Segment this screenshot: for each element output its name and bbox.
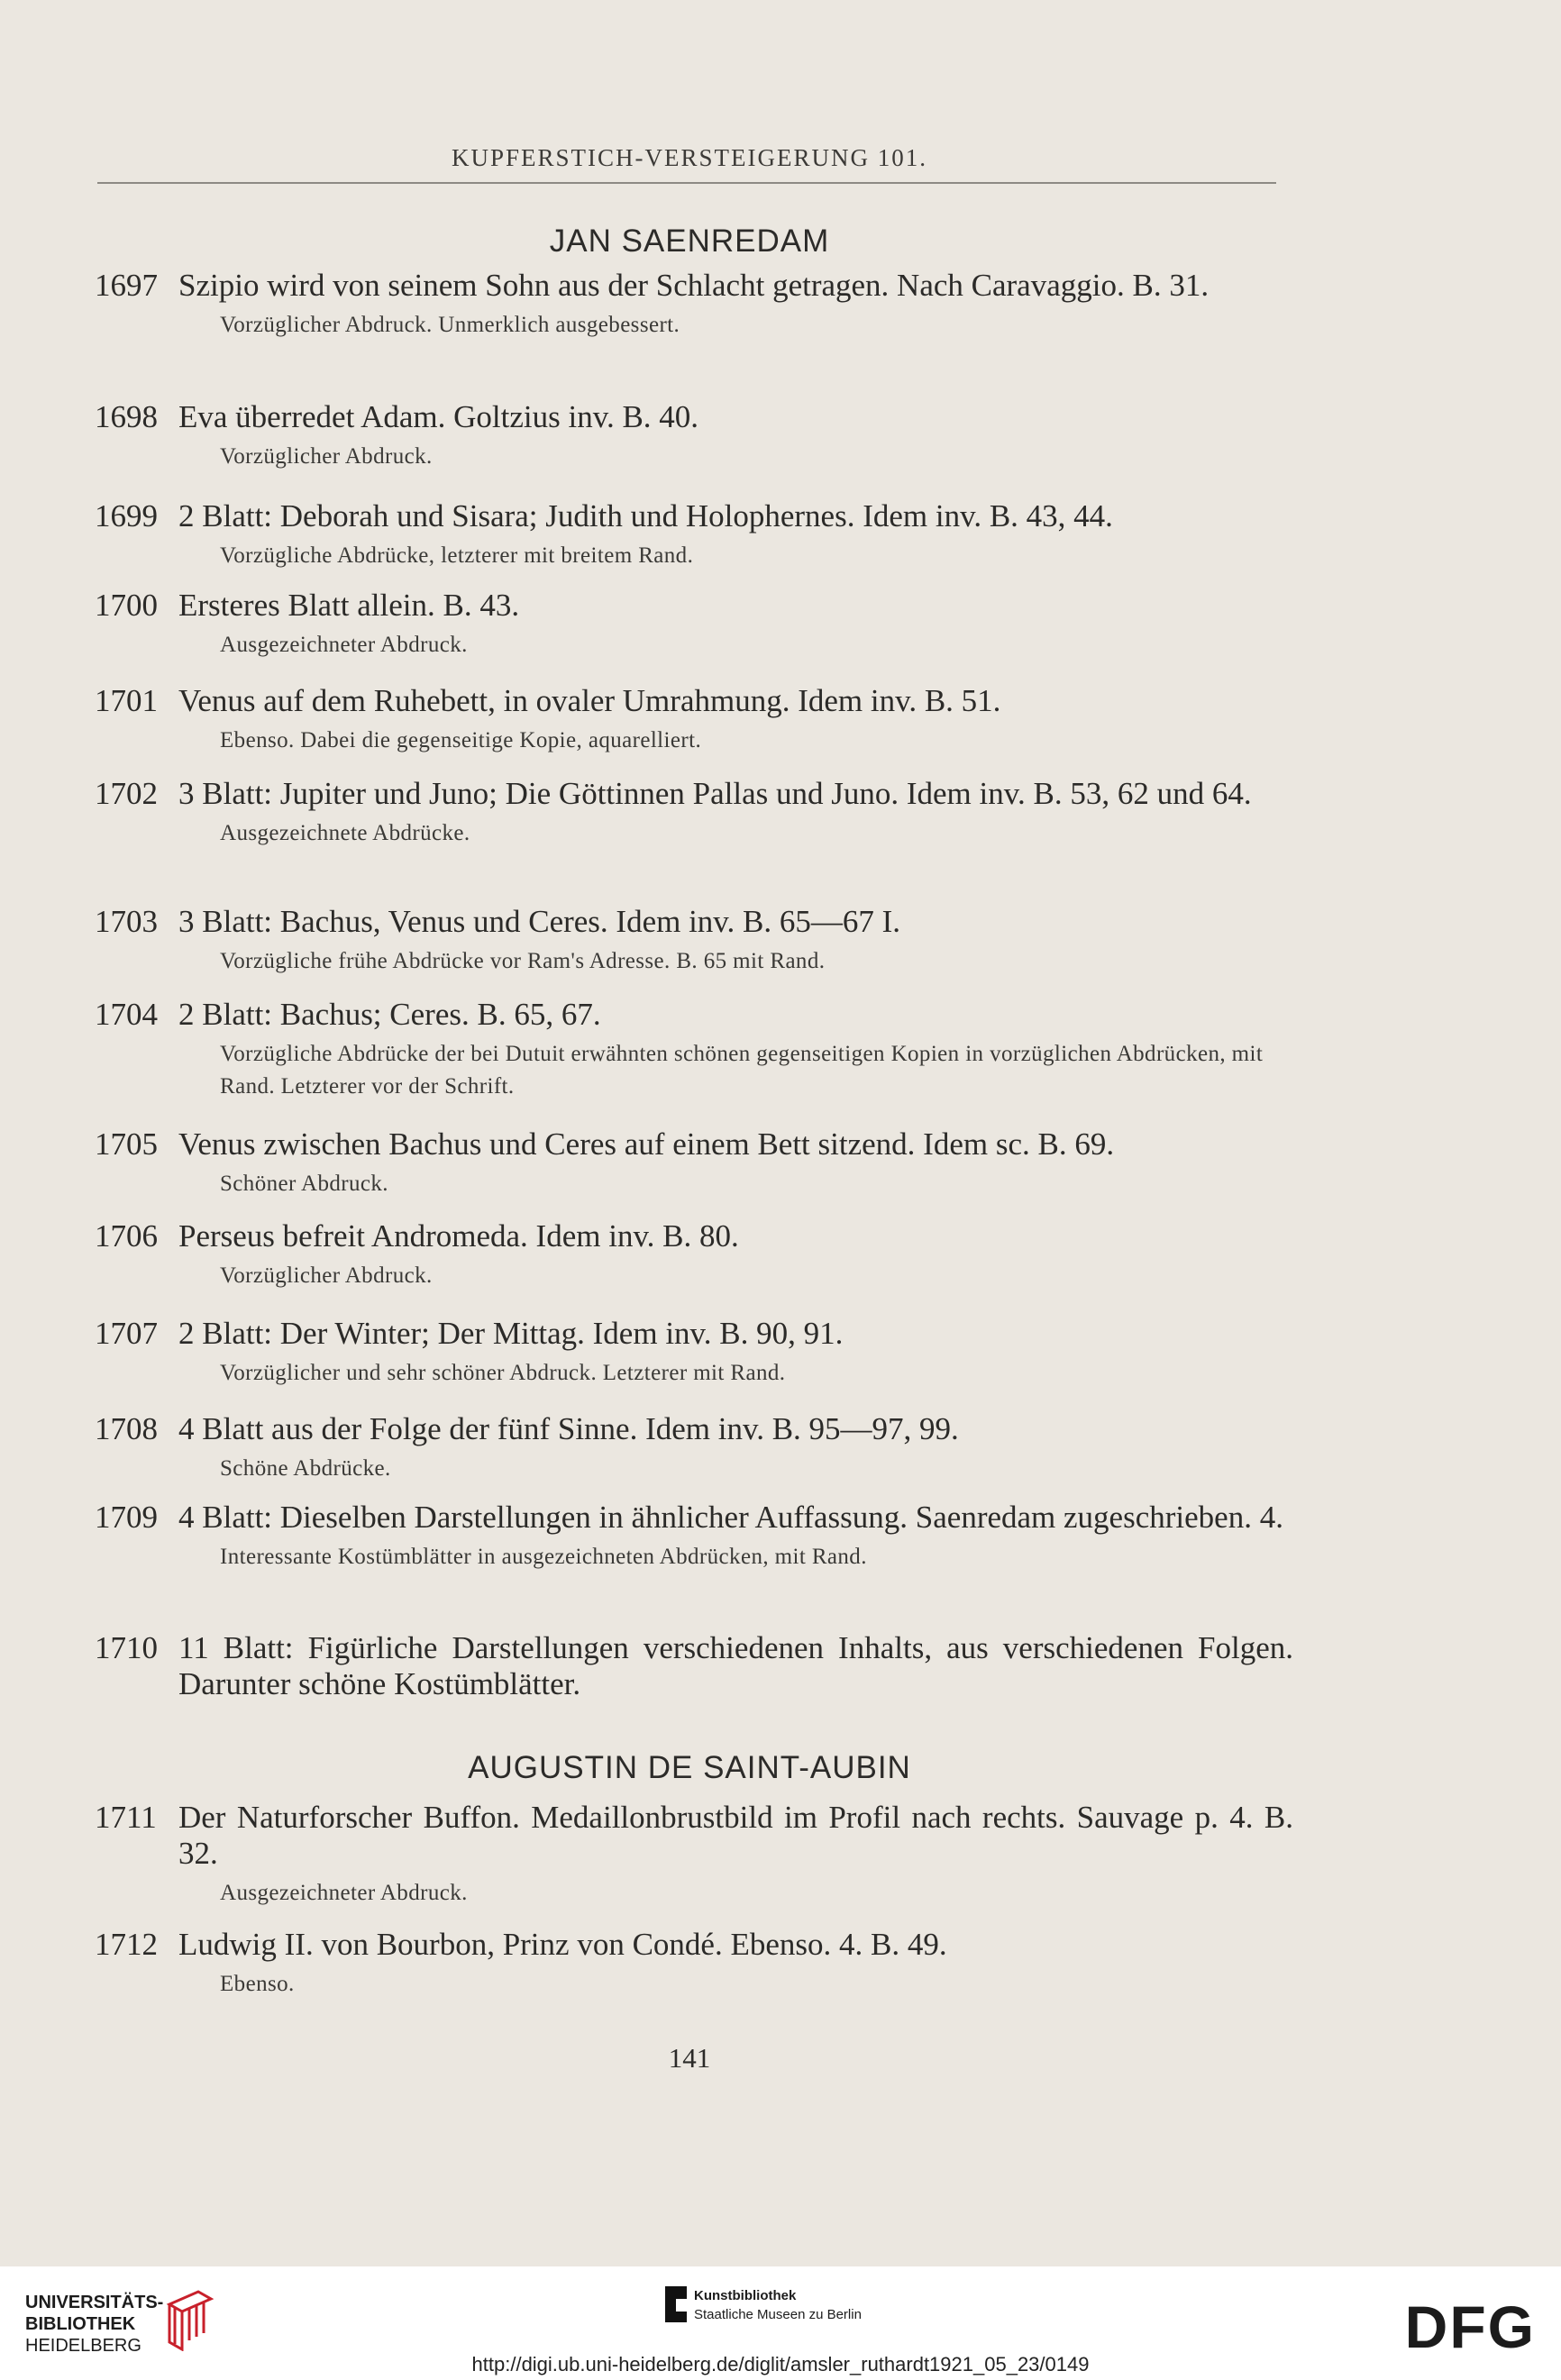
lot-note: Schöner Abdruck. [220,1172,388,1196]
section-title-saenredam: JAN SAENREDAM [549,223,830,259]
catalog-entry [95,588,1293,661]
university-library-logo[interactable]: UNIVERSITÄTS- BIBLIOTHEK HEIDELBERG [25,2293,164,2356]
lot-description: 4 Blatt aus der Folge der fünf Sinne. Idem inv. B. 95—97, 99. [178,1411,959,1446]
lot-number: 1700 [95,588,158,623]
lot-note: Vorzüglicher Abdruck. [220,444,433,469]
lot-description: Ersteres Blatt allein. B. 43. [178,588,520,623]
catalog-entry [95,498,1293,572]
lot-number: 1702 [95,776,158,811]
lot-number: 1697 [95,268,158,303]
lot-description: 11 Blatt: Figürliche Darstellungen verschiedenen Inhalts, aus verschiedenen Folgen. Darunter schöne Kostümblätter. [178,1630,1293,1701]
lot-note: Vorzüglicher Abdruck. Unmerklich ausgebessert. [220,313,680,337]
catalog-entry [95,399,1293,473]
museum-logo-icon [665,2286,687,2322]
lot-number: 1705 [95,1126,158,1162]
lot-number: 1708 [95,1411,158,1446]
catalog-entry [95,1316,1293,1390]
lot-description: Der Naturforscher Buffon. Medaillonbrustbild im Profil nach rechts. Sauvage p. 4. B. 32. [178,1800,1293,1871]
section-title-saint-aubin: AUGUSTIN DE SAINT-AUBIN [468,1750,911,1785]
footer-bar [0,2266,1561,2380]
lot-note: Ebenso. Dabei die gegenseitige Kopie, aquarelliert. [220,728,702,752]
lot-description: 4 Blatt: Dieselben Darstellungen in ähnlicher Auffassung. Saenredam zugeschrieben. 4. [178,1500,1283,1535]
catalog-entry [95,683,1293,757]
museum-logo[interactable]: Kunstbibliothek Staatliche Museen zu Berlin [694,2288,862,2322]
lot-note: Ausgezeichneter Abdruck. [220,633,468,657]
catalog-entry [95,1800,1293,1910]
lot-number: 1704 [95,997,158,1032]
lot-number: 1701 [95,683,158,718]
catalog-entry [95,1927,1293,2001]
catalog-entry [95,776,1293,850]
lot-note: Ausgezeichneter Abdruck. [220,1881,468,1905]
lot-description: 3 Blatt: Jupiter und Juno; Die Göttinnen Pallas und Juno. Idem inv. B. 53, 62 und 64. [178,776,1252,811]
lot-number: 1711 [95,1800,157,1835]
lot-description: 2 Blatt: Der Winter; Der Mittag. Idem inv. B. 90, 91. [178,1316,844,1351]
lot-note: Interessante Kostümblätter in ausgezeichneten Abdrücken, mit Rand. [220,1545,867,1569]
dfg-logo[interactable]: DFG [1404,2293,1536,2360]
page-number: 141 [668,2042,711,2074]
lot-note: Ebenso. [220,1972,295,1996]
lot-number: 1698 [95,399,158,434]
catalog-entry [95,1411,1293,1485]
lot-description: 2 Blatt: Deborah und Sisara; Judith und Holophernes. Idem inv. B. 43, 44. [178,498,1113,533]
library-emblem-icon [162,2286,216,2351]
lot-description: 3 Blatt: Bachus, Venus und Ceres. Idem inv. B. 65—67 I. [178,904,901,939]
lot-note: Vorzügliche Abdrücke der bei Dutuit erwähnten schönen gegenseitigen Kopien in vorzüglichen Abdrücken, mit Rand. Letzterer vor der Schrift. [220,1042,1264,1099]
catalog-entry [95,904,1293,978]
source-url-link[interactable]: http://digi.ub.uni-heidelberg.de/diglit/amsler_ruthardt1921_05_23/0149 [471,2353,1090,2375]
catalog-entry [95,1126,1293,1200]
lot-note: Vorzüglicher Abdruck. [220,1263,433,1288]
header-rule [97,182,1276,184]
lot-description: Venus auf dem Ruhebett, in ovaler Umrahmung. Idem inv. B. 51. [178,683,1001,718]
catalog-entry [95,1630,1293,1702]
lot-note: Vorzüglicher und sehr schöner Abdruck. Letzterer mit Rand. [220,1361,786,1385]
lot-number: 1706 [95,1218,158,1254]
lot-note: Ausgezeichnete Abdrücke. [220,821,470,845]
lot-description: Perseus befreit Andromeda. Idem inv. B. 80. [178,1218,739,1254]
lot-description: Eva überredet Adam. Goltzius inv. B. 40. [178,399,699,434]
lot-note: Vorzügliche frühe Abdrücke vor Ram's Adresse. B. 65 mit Rand. [220,949,826,973]
lot-note: Schöne Abdrücke. [220,1456,391,1481]
catalog-entry [95,268,1293,342]
catalog-entry [95,1500,1293,1573]
lot-description: Szipio wird von seinem Sohn aus der Schlacht getragen. Nach Caravaggio. B. 31. [178,268,1210,303]
lot-description: Ludwig II. von Bourbon, Prinz von Condé. Ebenso. 4. B. 49. [178,1927,947,1962]
lot-number: 1712 [95,1927,158,1962]
lot-note: Vorzügliche Abdrücke, letzterer mit breitem Rand. [220,543,694,568]
lot-number: 1710 [95,1630,158,1665]
lot-description: Venus zwischen Bachus und Ceres auf einem Bett sitzend. Idem sc. B. 69. [178,1126,1115,1162]
running-head: KUPFERSTICH-VERSTEIGERUNG 101. [451,144,928,171]
lot-description: 2 Blatt: Bachus; Ceres. B. 65, 67. [178,997,601,1032]
lot-number: 1699 [95,498,158,533]
lot-number: 1707 [95,1316,158,1351]
lot-number: 1709 [95,1500,158,1535]
catalog-entry [95,997,1293,1103]
lot-number: 1703 [95,904,158,939]
catalog-entry [95,1218,1293,1292]
